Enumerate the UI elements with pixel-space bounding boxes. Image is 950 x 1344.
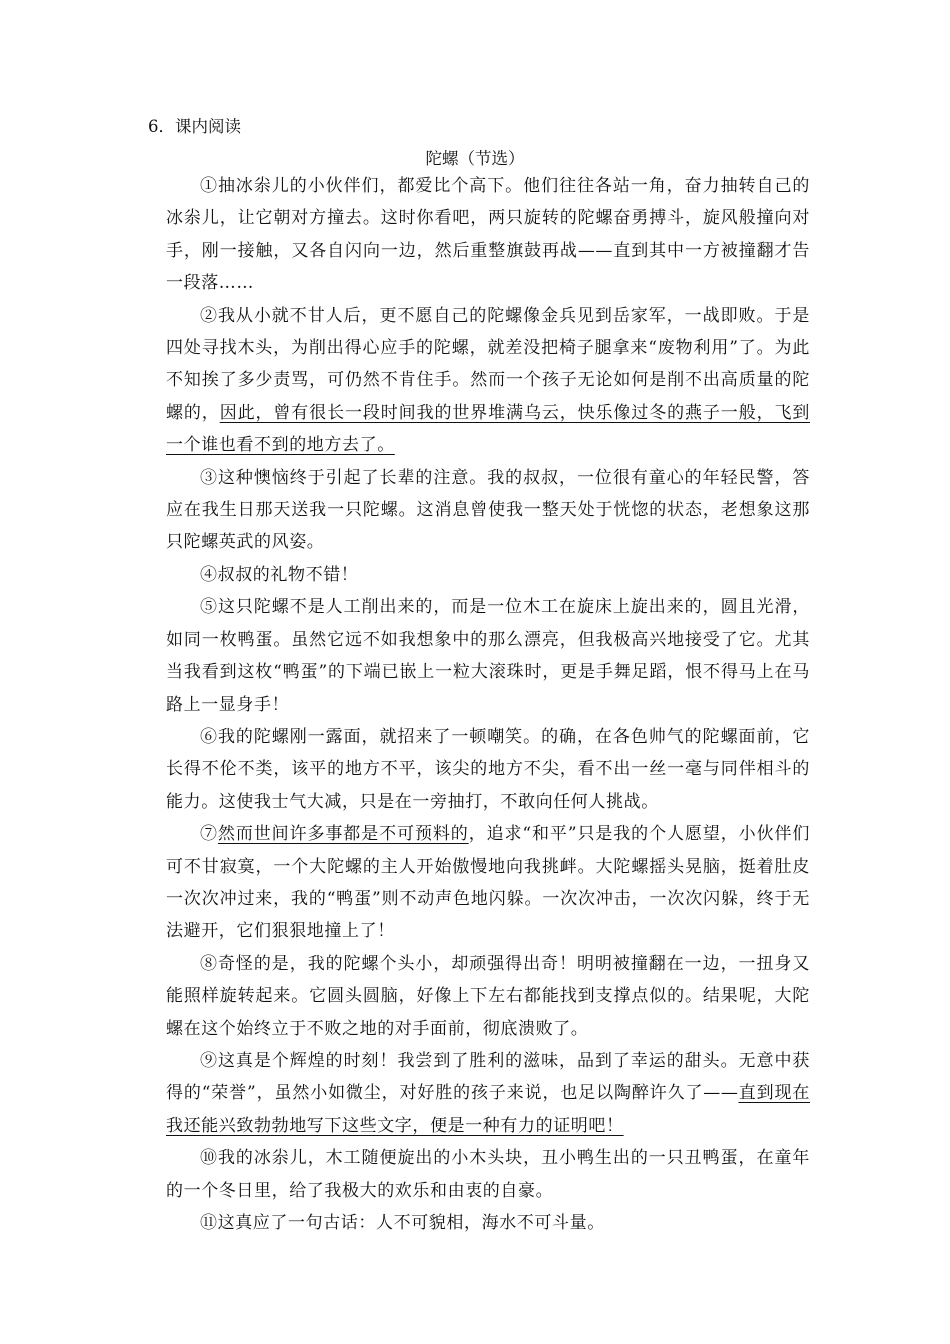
paragraph-7-number: ⑦ — [200, 824, 218, 845]
paragraph-7-text: ，追求“和平”只是我的个人愿望，小伙伴们可不甘寂寞，一个大陀螺的主人开始傲慢地向我挑衅。大陀螺摇头晃脑，挺着肚皮一次次冲过来，我的“鸭蛋”则不动声色地闪躲。一次次冲击，一次次闪躲，终于无法避开，它们狠狠地撞上了！ — [166, 824, 810, 942]
paragraph-10: ⑩我的冰尜儿，木工随便旋出的小木头块，丑小鸭生出的一只丑鸭蛋，在童年的一个冬日里，给了我极大的欢乐和由衷的自豪。 — [166, 1148, 810, 1201]
paragraph-7 — [166, 818, 810, 948]
paragraph-9-underlined-sentence: 直到现在我还能兴致勃勃地写下这些文字，便是一种有力的证明吧！ — [166, 1083, 810, 1136]
passage-body — [166, 170, 810, 1239]
paragraph-2 — [166, 300, 810, 462]
paragraph-4: ④叔叔的礼物不错！ — [200, 564, 359, 585]
paragraph-5: ⑤这只陀螺不是人工削出来的，而是一位木工在旋床上旋出来的，圆且光滑，如同一枚鸭蛋。虽然它远不如我想象中的那么漂亮，但我极高兴地接受了它。尤其当我看到这枚“鸭蛋”的下端已嵌上一粒大滚珠时，更是手舞足蹈，恨不得马上在马路上一显身手！ — [166, 597, 810, 715]
paragraph-7-underlined-sentence: 然而世间许多事都是不可预料的 — [217, 824, 469, 845]
paragraph-2-text: ②我从小就不甘人后，更不愿自己的陀螺像金兵见到岳家军，一战即败。于是四处寻找木头，为削出得心应手的陀螺，就差没把椅子腿拿来“废物利用”了。为此不知挨了多少责骂，可仍然不肯住手。然而一个孩子无论如何是削不出高质量的陀螺的， — [166, 305, 810, 423]
paragraph-11: ⑪这真应了一句古话：人不可貌相，海水不可斗量。 — [200, 1213, 605, 1233]
paragraph-8: ⑧奇怪的是，我的陀螺个头小，却顽强得出奇！明明被撞翻在一边，一扭身又能照样旋转起来。它圆头圆脑，好像上下左右都能找到支撑点似的。结果呢，大陀螺在这个始终立于不败之地的对手面前，彻底溃败了。 — [166, 953, 810, 1039]
paragraph-3: ③这种懊恼终于引起了长辈的注意。我的叔叔，一位很有童心的年轻民警，答应在我生日那天送我一只陀螺。这消息曾使我一整天处于恍惚的状态，老想象这那只陀螺英武的风姿。 — [166, 467, 810, 553]
paragraph-6: ⑥我的陀螺刚一露面，就招来了一顿嘲笑。的确，在各色帅气的陀螺面前，它长得不伦不类，该平的地方不平，该尖的地方不尖，看不出一丝一毫与同伴相斗的能力。这使我士气大减，只是在一旁抽打，不敢向任何人挑战。 — [166, 726, 810, 812]
paragraph-1: ①抽冰尜儿的小伙伴们，都爱比个高下。他们往往各站一角，奋力抽转自己的冰尜儿，让它朝对方撞去。这时你看吧，两只旋转的陀螺奋勇搏斗，旋风般撞向对手，刚一接触，又各自闪向一边，然后重整旗鼓再战——直到其中一方被撞翻才告一段落…… — [166, 176, 810, 294]
passage-title: 陀螺（节选） — [425, 149, 525, 168]
paragraph-9 — [166, 1045, 810, 1142]
question-heading: 6．课内阅读 — [148, 117, 241, 136]
paragraph-2-underlined-sentence: 因此，曾有很长一段时间我的世界堆满乌云，快乐像过冬的燕子一般，飞到一个谁也看不到的地方去了。 — [166, 402, 810, 456]
paragraph-9-text: ⑨这真是个辉煌的时刻！我尝到了胜利的滋味，品到了幸运的甜头。无意中获得的“荣誉”，虽然小如微尘，对好胜的孩子来说，也足以陶醉许久了—— — [166, 1050, 810, 1104]
